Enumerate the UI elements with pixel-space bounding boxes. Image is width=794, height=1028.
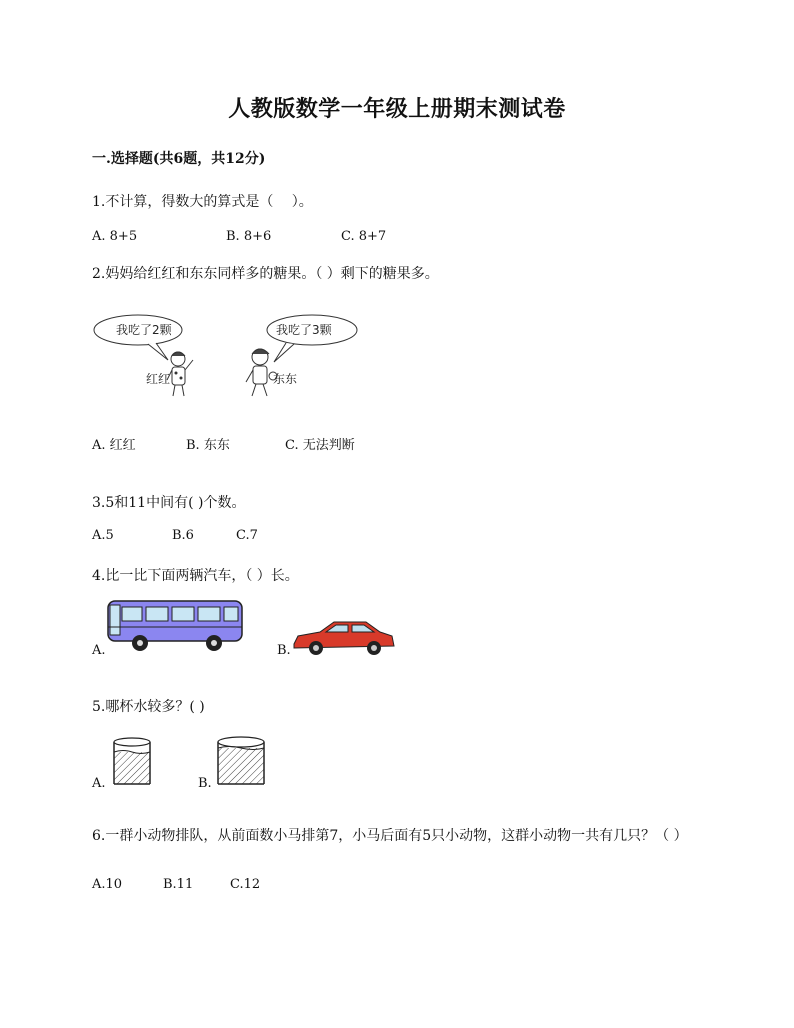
question-1-stem: 1.不计算，得数大的算式是（ ）。 [92,194,313,210]
q4-option-b: B. [277,643,291,658]
q4-option-a: A. [92,643,106,658]
question-5-stem: 5.哪杯水较多？( ) [92,699,205,715]
q2-illustration [90,310,370,405]
q2-option-b: B. 东东 [186,438,230,453]
q3-option-a: A.5 [92,528,114,543]
q5-option-b: B. [198,776,212,791]
bubble-text-hong: 我吃了2颗 [116,323,172,337]
section-heading: 一.选择题(共6题，共12分) [92,151,266,167]
boy-red-icon [167,352,193,396]
car-icon [290,618,396,658]
q2-option-a: A. 红红 [92,438,136,453]
q2-option-c: C. 无法判断 [285,438,355,453]
q1-option-c: C. 8+7 [341,229,387,244]
name-label-hong: 红红 [146,372,171,386]
q6-option-b: B.11 [163,877,194,892]
cup-icon [110,734,154,788]
name-label-dong: 东东 [273,372,298,386]
question-2-stem: 2.妈妈给红红和东东同样多的糖果。（ ）剩下的糖果多。 [92,266,439,282]
bus-icon [104,595,246,657]
bubble-text-dong: 我吃了3颗 [276,323,332,337]
cup-icon [214,734,268,788]
page-title: 人教版数学一年级上册期末测试卷 [228,96,566,122]
q1-option-a: A. 8+5 [92,229,138,244]
question-6-stem: 6.一群小动物排队，从前面数小马排第7，小马后面有5只小动物，这群小动物一共有几只？（ ） [92,828,688,844]
q6-option-c: C.12 [230,877,261,892]
speech-bubble-hong [94,315,182,360]
q1-option-b: B. 8+6 [226,229,272,244]
question-4-stem: 4.比一比下面两辆汽车，（ ）长。 [92,568,299,584]
q6-option-a: A.10 [92,877,123,892]
question-3-stem: 3.5和11中间有( )个数。 [92,495,246,511]
q3-option-b: B.6 [172,528,194,543]
q5-option-a: A. [92,776,106,791]
q3-option-c: C.7 [236,528,258,543]
